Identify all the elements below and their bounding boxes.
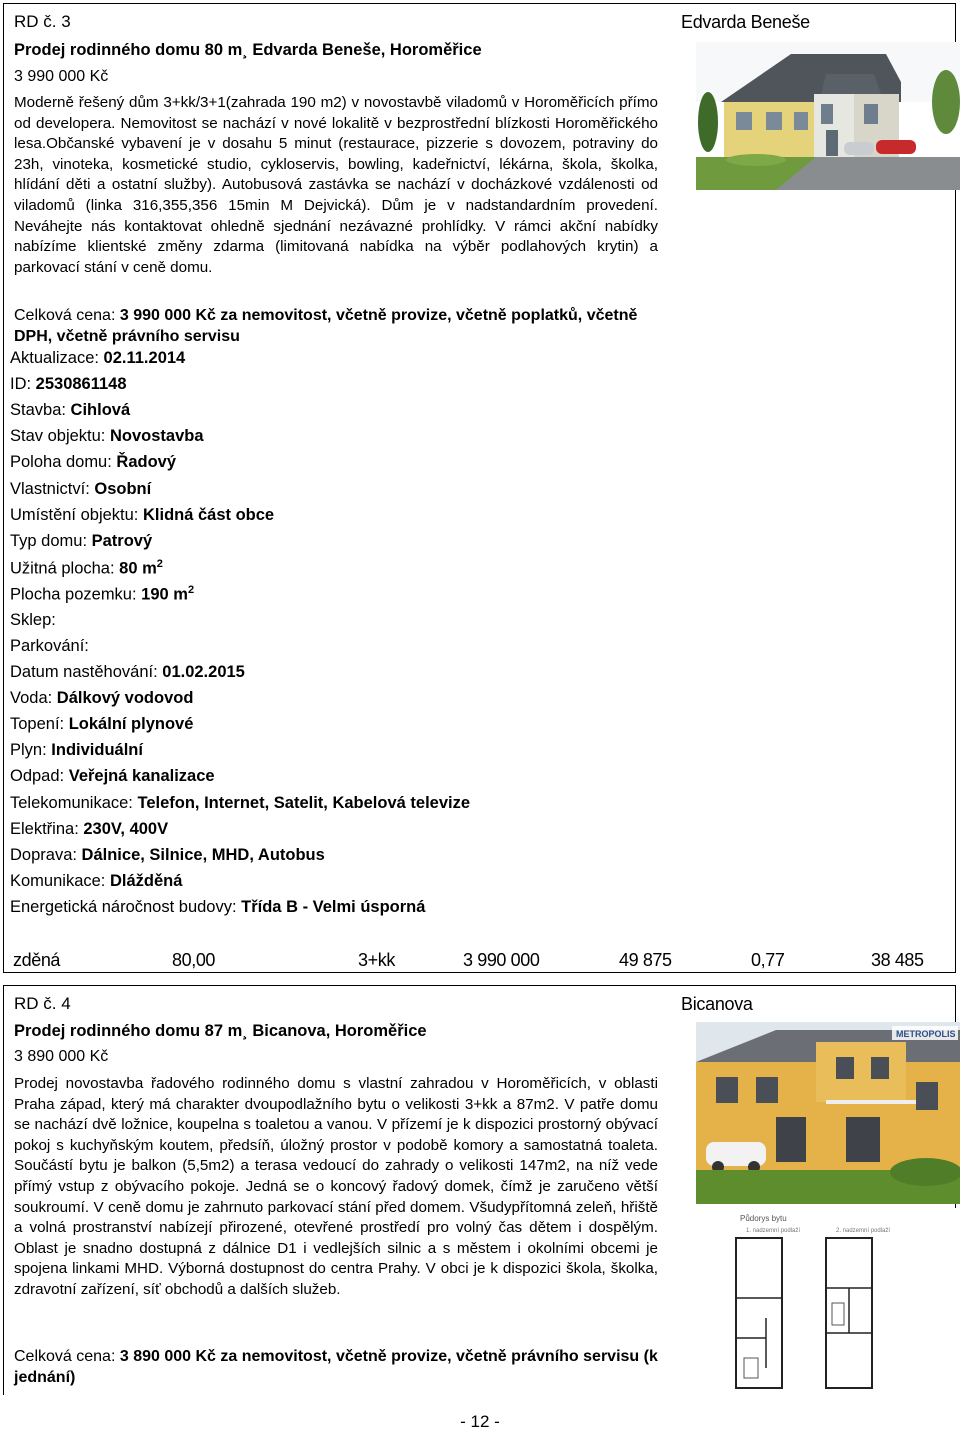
prop-energeticka-narocnost: Energetická náročnost budovy: Třída B - Velmi úsporná [10, 898, 426, 916]
prop-typ-domu: Typ domu: Patrový [10, 532, 153, 550]
page-number: - 12 - [460, 1412, 500, 1431]
prop-stav-objektu: Stav objektu: Novostavba [10, 427, 204, 445]
summary-value: 38 485 [871, 950, 924, 970]
total-label: Celková cena: [14, 307, 120, 324]
prop-id: ID: 2530861148 [10, 375, 127, 393]
prop-poloha-domu: Poloha domu: Řadový [10, 453, 177, 471]
listing-rd4 [3, 985, 956, 1395]
listing-total-price [14, 305, 664, 347]
listing-title: Prodej rodinného domu 80 m¸ Edvarda Beneše, Horoměřice [14, 41, 482, 59]
prop-umisteni: Umístění objektu: Klidná část obce [10, 506, 275, 524]
house-photo [696, 1022, 960, 1204]
listing-description: Moderně řešený dům 3+kk/3+1(zahrada 190 m2) v novostavbě viladomů v Horoměřicích přímo od developera. Nemovitost se nachází v nové lokalitě v bezprostřední blízkosti Horoměřického lesa.Občanské vybavení je v dosahu 5 minut (restaurace, pizzerie s dovozem, potraviny do 23h, vinoteka, kosmetické studio, cykloservis, bowling, kadeřnictví, lékárna, škola, školka, hlídání děti a ostatní služby). Autobusová zastávka se nachází v docházkové vzdálenosti od viladomů (linka 316,355,356 15min M Dejvická). Dům je v nadstandardním provedení. Neváhejte nás kontaktovat ohledně sjednání nezávazné prohlídky. V rámci akční nabídky nabízíme klientské změny zdarma (limitovaná nabídka na výběr podlahových krytin) a parkovací stání v ceně domu. [14, 94, 658, 276]
listing-price: 3 990 000 Kč [14, 68, 109, 85]
prop-vlastnictvi: Vlastnictví: Osobní [10, 480, 152, 498]
house-photo [696, 42, 960, 190]
listing-description: Prodej novostavba řadového rodinného domu s vlastní zahradou v Horoměřicích, v oblasti Praha západ, který má charakter dvoupodlažního bytu o velikosti 3+kk a 87m2. V patře domu se nachází dvě ložnice, koupelna s toaletou a vanou. V přízemí je k dispozici prostorný obývací pokoj s kuchyňským koutem, předsíň, úložný prostor v podobě komory a samostatná toaleta. Součástí bytu je balkon (5,5m2) a terasa vedoucí do zahrady o velikosti 147m2, na níž vede přímý vstup z obývacího pokoje. Jedná se o koncový řadový domek, čímž je zaručeno větší soukroumí. V ceně domu je zahrnuto parkovací stání před domem. Všudypřítomná zeleň, hřiště a volná prostranství nabízejí přirozené, otevřené prostředí pro volný čas dětem i dospělým. Oblast je snadno dostupná z dálnice D1 i vedlejších silnic a s městem i okolními obcemi je spojena linkami MHD. Výborná dostupnost do centra Prahy. V obci je k dispozici škola, školka, zdravotní zařízení, síť obchodů a dalších služeb. [14, 1075, 658, 1298]
summary-material: zděná [13, 950, 61, 970]
listing-number: RD č. 4 [14, 994, 71, 1013]
summary-price-per-m2: 49 875 [619, 950, 672, 970]
summary-layout: 3+kk [358, 950, 395, 970]
prop-telekomunikace: Telekomunikace: Telefon, Internet, Satelit, Kabelová televize [10, 794, 471, 812]
metropolis-logo: METROPOLIS [896, 1029, 956, 1039]
prop-uzitna-plocha: Užitná plocha: 80 $m^2$ [10, 558, 163, 578]
location-name: Edvarda Beneše [681, 12, 810, 32]
prop-plyn: Plyn: Individuální [10, 741, 143, 759]
prop-doprava: Doprava: Dálnice, Silnice, MHD, Autobus [10, 846, 325, 864]
prop-odpad: Odpad: Veřejná kanalizace [10, 767, 215, 785]
summary-price: 3 990 000 [463, 950, 540, 970]
total-value: 3 890 000 Kč za nemovitost, včetně provize, včetně právního servisu (k jednání) [14, 1348, 658, 1386]
prop-topeni: Topení: Lokální plynové [10, 715, 194, 733]
prop-datum-nastehovani: Datum nastěhování: 01.02.2015 [10, 663, 245, 681]
floor-plan-title: Půdorys bytu [740, 1214, 787, 1223]
listing-title: Prodej rodinného domu 87 m¸ Bicanova, Horoměřice [14, 1022, 427, 1040]
prop-elektrina: Elektřina: 230V, 400V [10, 820, 169, 838]
prop-sklep: Sklep: [10, 611, 56, 629]
floor-plan-image [696, 1208, 960, 1396]
summary-ratio: 0,77 [751, 950, 785, 970]
prop-plocha-pozemku: Plocha pozemku: 190 $m^2$ [10, 584, 195, 604]
prop-parkovani: Parkování: [10, 637, 89, 655]
floor-plan-label-2: 2. nadzemní podlaží [836, 1228, 891, 1234]
listing-number: RD č. 3 [14, 12, 71, 31]
prop-komunikace: Komunikace: Dlážděná [10, 872, 183, 890]
floor-plan-label-1: 1. nadzemní podlaží [746, 1228, 801, 1234]
listing-price: 3 890 000 Kč [14, 1048, 109, 1065]
location-name: Bicanova [681, 994, 753, 1014]
summary-area: 80,00 [172, 950, 216, 970]
prop-aktualizace: Aktualizace: 02.11.2014 [10, 349, 186, 367]
prop-stavba: Stavba: Cihlová [10, 401, 131, 419]
total-value: 3 990 000 Kč za nemovitost, včetně provize, včetně poplatků, včetně DPH, včetně právního servisu [14, 307, 638, 345]
prop-voda: Voda: Dálkový vodovod [10, 689, 194, 707]
total-label: Celková cena: [14, 1348, 120, 1365]
listing-total-price [14, 1346, 664, 1388]
